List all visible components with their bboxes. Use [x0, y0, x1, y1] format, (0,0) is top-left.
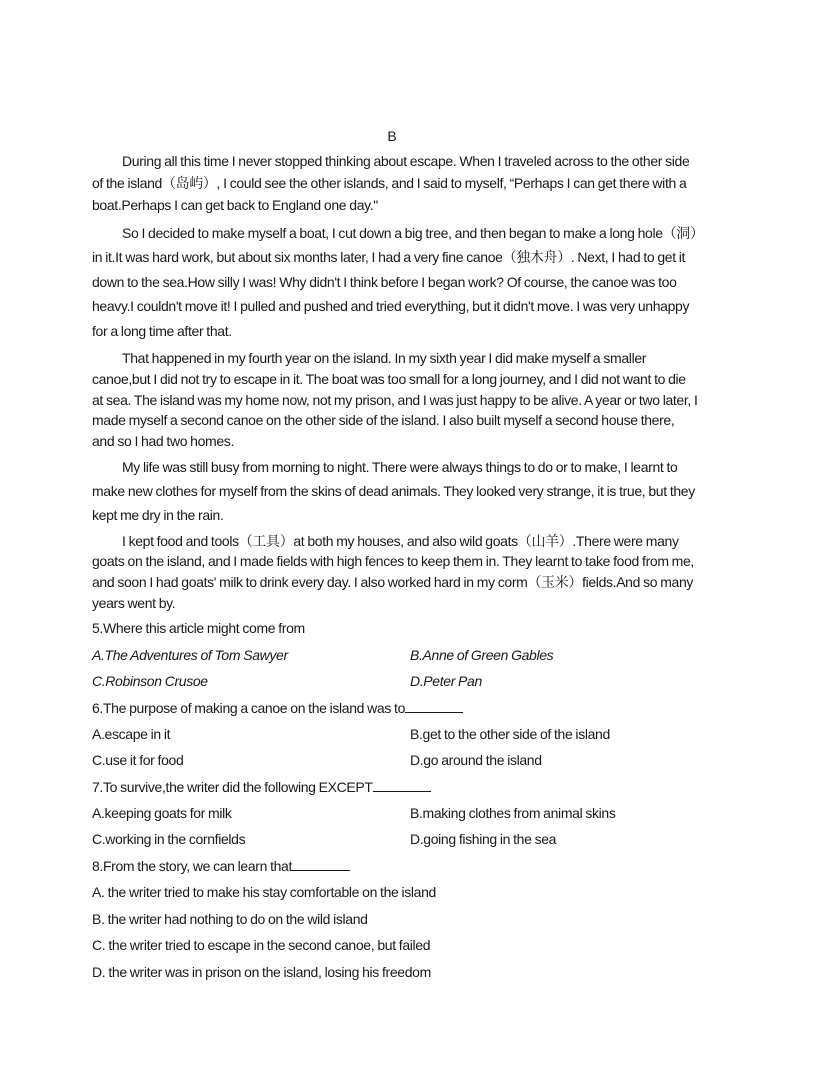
passage-paragraph-2: So I decided to make myself a boat, I cut down a big tree, and then began to make a long hole（洞）in it.It was hard work, but about six months later, I had a very fine canoe（独木舟）. Next, I had to get it down to the sea.How silly I was! Why didn't I think before I began work? Of course, the canoe was too heavy.I couldn't move it! I pulled and pushed and tried everything, but it didn't move. I was very unhappy for a long time after that.: [92, 225, 697, 339]
question-7: [92, 776, 712, 855]
passage-paragraph-3: That happened in my fourth year on the island. In my sixth year I did make myself a smaller canoe,but I did not try to escape in it. The boat was too small for a long journey, and I did not want to die at sea. The island was my home now, not my prison, and I was just happy to be alive. A year or two later, I made myself a second canoe on the other side of the island. I also built myself a second house there, and so I had two homes.: [92, 350, 698, 450]
question-5-option-d: D.Peter Pan: [410, 673, 482, 689]
question-6-option-a: A.escape in it: [92, 726, 171, 742]
question-5: [92, 618, 712, 697]
question-6-option-b: B.get to the other side of the island: [410, 726, 610, 742]
question-8: [92, 855, 712, 988]
question-8-stem-line: [92, 855, 712, 882]
question-8-option-c: C. the writer tried to escape in the second canoe, but failed: [92, 937, 431, 953]
question-6-stem: 6.The purpose of making a canoe on the island was to: [92, 700, 406, 716]
question-7-options-row-1: [92, 803, 712, 829]
reading-passage: [92, 150, 698, 614]
answer-blank: [373, 776, 431, 792]
answer-blank: [405, 697, 463, 713]
passage-paragraph-5: I kept food and tools（工具）at both my houses, and also wild goats（山羊）.There were many goats on the island, and I made fields with high fences to keep them in. They learnt to take food from me, and soon I had goats' milk to drink every day. I also worked hard in my corm（玉米）fields.And so many years went by.: [92, 532, 694, 612]
question-7-stem: 7.To survive,the writer did the following EXCEPT: [92, 779, 373, 795]
question-7-option-d: D.going fishing in the sea: [410, 831, 557, 847]
answer-blank: [292, 855, 350, 871]
question-6-options-row-2: [92, 750, 712, 776]
question-6: [92, 697, 712, 776]
question-8-option-d: D. the writer was in prison on the island, losing his freedom: [92, 963, 431, 980]
question-7-options-row-2: [92, 829, 712, 855]
question-6-option-c: C.use it for food: [92, 752, 184, 768]
question-5-options-row-1: [92, 645, 712, 671]
passage-paragraph-4: My life was still busy from morning to night. There were always things to do or to make, I learnt to make new clothes for myself from the skins of dead animals. They looked very strange, it is true, but they kept me dry in the rain.: [92, 459, 695, 524]
question-6-stem-line: [92, 697, 712, 724]
section-heading: B: [387, 128, 397, 144]
question-5-option-c: C.Robinson Crusoe: [92, 673, 208, 689]
question-5-options-row-2: [92, 671, 712, 697]
question-8-option-b: B. the writer had nothing to do on the wild island: [92, 910, 368, 927]
question-6-option-d: D.go around the island: [410, 752, 542, 768]
question-8-stem: 8.From the story, we can learn that: [92, 858, 293, 874]
question-7-stem-line: [92, 776, 712, 803]
question-5-option-a: A.The Adventures of Tom Sawyer: [92, 647, 288, 663]
question-7-option-a: A.keeping goats for milk: [92, 805, 232, 821]
question-7-option-c: C.working in the cornfields: [92, 831, 246, 847]
question-5-option-b: B.Anne of Green Gables: [410, 647, 554, 663]
question-5-stem: 5.Where this article might come from: [92, 620, 305, 636]
question-6-options-row-1: [92, 724, 712, 750]
question-7-option-b: B.making clothes from animal skins: [410, 805, 616, 821]
question-8-option-a: A. the writer tried to make his stay comfortable on the island: [92, 884, 436, 900]
question-list: [92, 618, 712, 988]
passage-paragraph-1: During all this time I never stopped thinking about escape. When I traveled across to the other side of the island（岛屿）, I could see the other islands, and I said to myself, “Perhaps I can get there with a boat.Perhaps I can get back to England one day.": [92, 153, 690, 213]
